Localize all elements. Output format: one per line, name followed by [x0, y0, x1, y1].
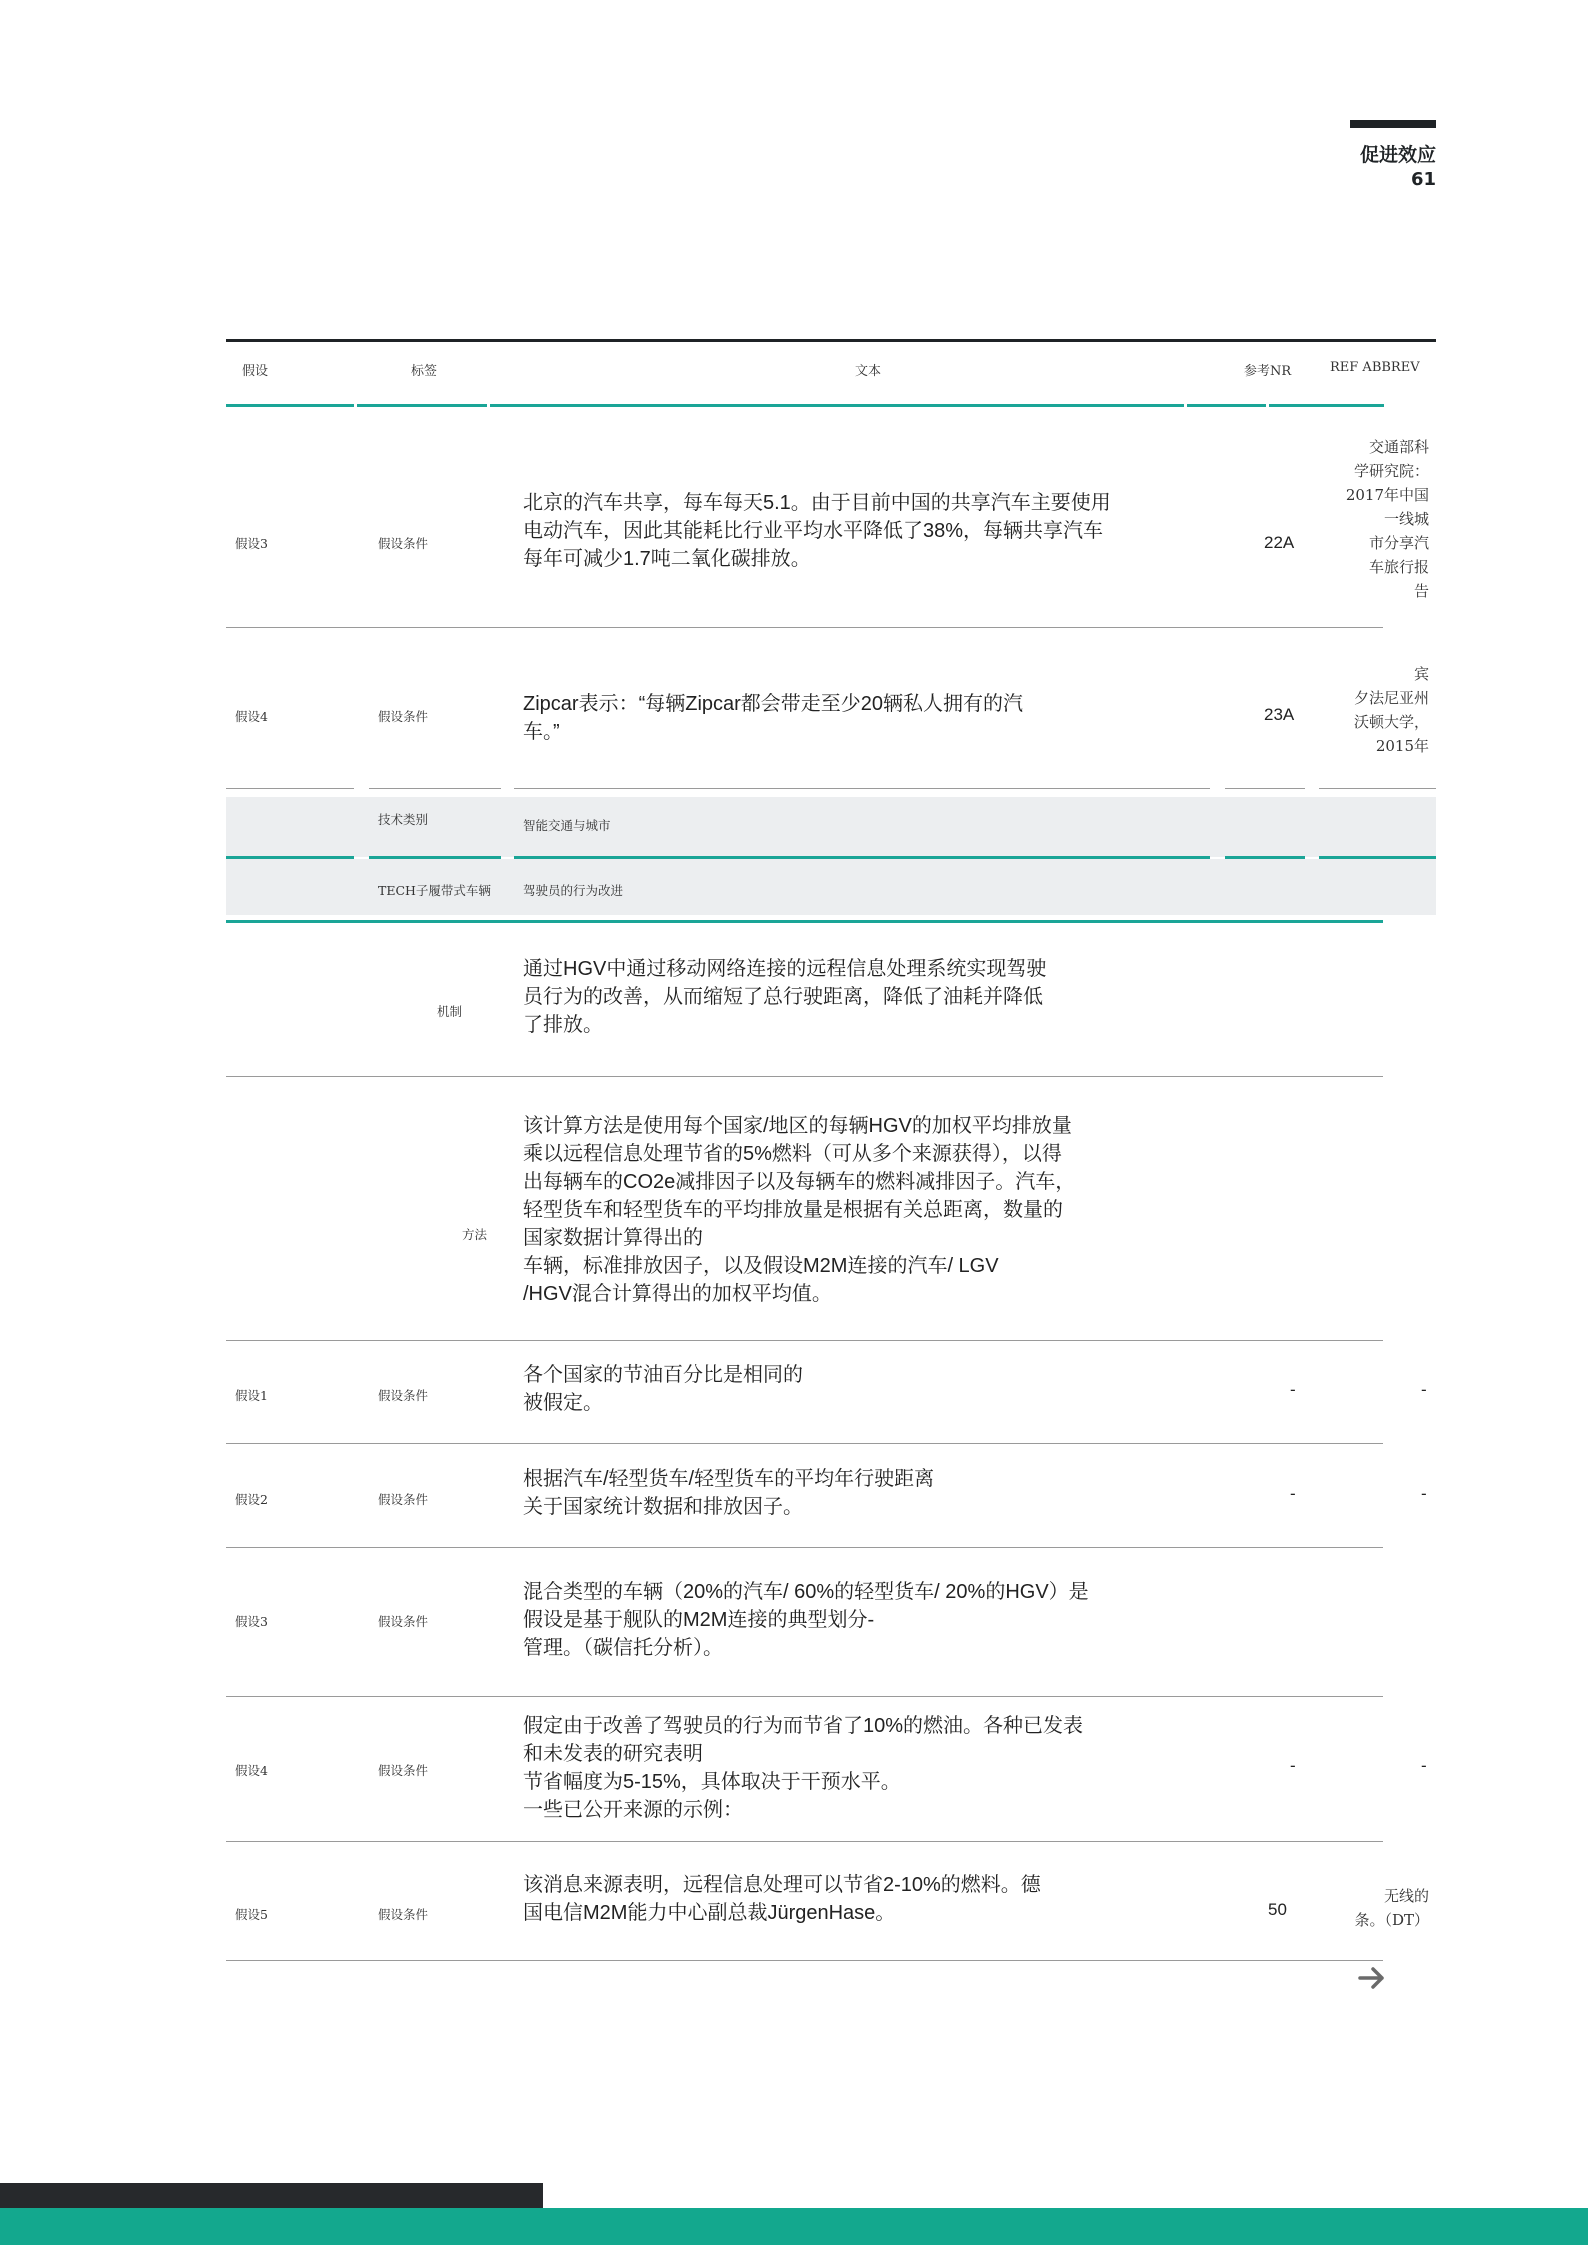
row-hypothesis: 假设1: [235, 1388, 268, 1403]
row-ref-abbrev: -: [1421, 1380, 1427, 1399]
band-tag: 技术类别: [378, 812, 429, 827]
row-divider: [226, 1443, 1383, 1444]
header-underline: [226, 404, 354, 407]
header-underline: [1187, 404, 1266, 407]
row-ref-number: -: [1290, 1380, 1296, 1399]
row-ref-number: 23A: [1264, 705, 1295, 724]
band-tag: TECH子履带式车辆: [378, 883, 491, 898]
band-text: 智能交通与城市: [523, 818, 611, 833]
row-divider: [1319, 788, 1436, 789]
method-text: 该计算方法是使用每个国家/地区的每辆HGV的加权平均排放量 乘以远程信息处理节省的5%燃料（可从多个来源获得），以得 出每辆车的CO2e减排因子以及每辆车的燃料减排因子。汽车， 轻型货车和轻型货车的平均排放量是根据有关总距离，数量的 国家数据计算得出的 车辆，标准排放因子，以及假设M2M连接的汽车/ LGV /HGV混合计算得出的加权平均值。: [523, 1115, 1076, 1305]
col-header-tag: 标签: [411, 364, 438, 379]
row-tag: 假设条件: [378, 536, 429, 551]
row-divider: [226, 1960, 1383, 1961]
page-number: 61: [1410, 169, 1436, 190]
mechanism-label: 机制: [437, 1004, 463, 1019]
row-ref-abbrev: -: [1421, 1484, 1427, 1503]
col-header-ref-nr: 参考NR: [1244, 364, 1292, 379]
row-divider: [226, 1696, 1383, 1697]
header-underline: [357, 404, 487, 407]
col-header-text: 文本: [855, 364, 882, 379]
footer-teal-bar: [0, 2208, 1588, 2245]
row-divider: [226, 1340, 1383, 1341]
table-top-rule: [226, 339, 1436, 342]
row-hypothesis: 假设5: [235, 1907, 268, 1922]
band-text: 驾驶员的行为改进: [523, 883, 624, 898]
row-divider: [226, 627, 1383, 628]
row-text: Zipcar表示：“每辆Zipcar都会带走至少20辆私人拥有的汽 车。”: [523, 693, 1024, 743]
row-tag: 假设条件: [378, 1763, 429, 1778]
header-accent-bar: [1350, 120, 1436, 128]
next-page-arrow-icon[interactable]: [1356, 1962, 1388, 1994]
row-ref-abbrev: 交通部科 学研究院： 2017年中国 一线城 市分享汽 车旅行报 告: [1345, 438, 1429, 600]
col-header-hypothesis: 假设: [242, 364, 269, 379]
row-divider: [226, 788, 354, 789]
row-ref-abbrev: 无线的 条。（DT）: [1354, 1887, 1429, 1929]
row-text: 混合类型的车辆（20%的汽车/ 60%的轻型货车/ 20%的HGV）是 假设是基于舰队的M2M连接的典型划分- 管理。（碳信托分析）。: [523, 1581, 1089, 1659]
row-text: 假定由于改善了驾驶员的行为而节省了10%的燃油。各种已发表 和未发表的研究表明 节省幅度为5-15%，具体取决于干预水平。 一些已公开来源的示例：: [523, 1715, 1084, 1821]
row-divider: [226, 1841, 1383, 1842]
mechanism-text: 通过HGV中通过移动网络连接的远程信息处理系统实现驾驶 员行为的改善，从而缩短了总行驶距离，降低了油耗并降低 了排放。: [523, 958, 1047, 1036]
row-text: 根据汽车/轻型货车/轻型货车的平均年行驶距离 关于国家统计数据和排放因子。: [523, 1468, 935, 1518]
row-tag: 假设条件: [378, 1907, 429, 1922]
row-divider: [369, 788, 501, 789]
band-underline: [226, 920, 1383, 923]
row-hypothesis: 假设3: [235, 536, 268, 551]
row-tag: 假设条件: [378, 1388, 429, 1403]
row-divider: [226, 1076, 1383, 1077]
header-underline: [1269, 404, 1384, 407]
row-ref-number: 22A: [1264, 533, 1295, 552]
row-ref-number: -: [1290, 1484, 1296, 1503]
row-hypothesis: 假设2: [235, 1492, 268, 1507]
row-text: 各个国家的节油百分比是相同的 被假定。: [523, 1364, 803, 1414]
row-divider: [514, 788, 1210, 789]
row-tag: 假设条件: [378, 1614, 429, 1629]
col-header-ref-abbrev: REF ABBREV: [1330, 360, 1420, 375]
row-tag: 假设条件: [378, 709, 429, 724]
row-ref-number: -: [1290, 1756, 1296, 1775]
row-hypothesis: 假设4: [235, 1763, 268, 1778]
method-label: 方法: [462, 1227, 488, 1242]
row-ref-number: 50: [1268, 1900, 1287, 1919]
header-underline: [490, 404, 1184, 407]
section-title: 促进效应: [1359, 144, 1436, 166]
row-ref-abbrev: 宾 夕法尼亚州 沃顿大学， 2015年: [1353, 665, 1429, 755]
row-divider: [1225, 788, 1305, 789]
row-tag: 假设条件: [378, 1492, 429, 1507]
row-text: 北京的汽车共享，每车每天5.1。由于目前中国的共享汽车主要使用 电动汽车，因此其能耗比行业平均水平降低了38%，每辆共享汽车 每年可减少1.7吨二氧化碳排放。: [523, 492, 1111, 570]
row-hypothesis: 假设3: [235, 1614, 268, 1629]
row-text: 该消息来源表明，远程信息处理可以节省2-10%的燃料。德 国电信M2M能力中心副总裁JürgenHase。: [523, 1874, 1041, 1924]
row-ref-abbrev: -: [1421, 1756, 1427, 1775]
row-divider: [226, 1547, 1383, 1548]
row-hypothesis: 假设4: [235, 709, 268, 724]
footer-dark-bar: [0, 2183, 543, 2208]
